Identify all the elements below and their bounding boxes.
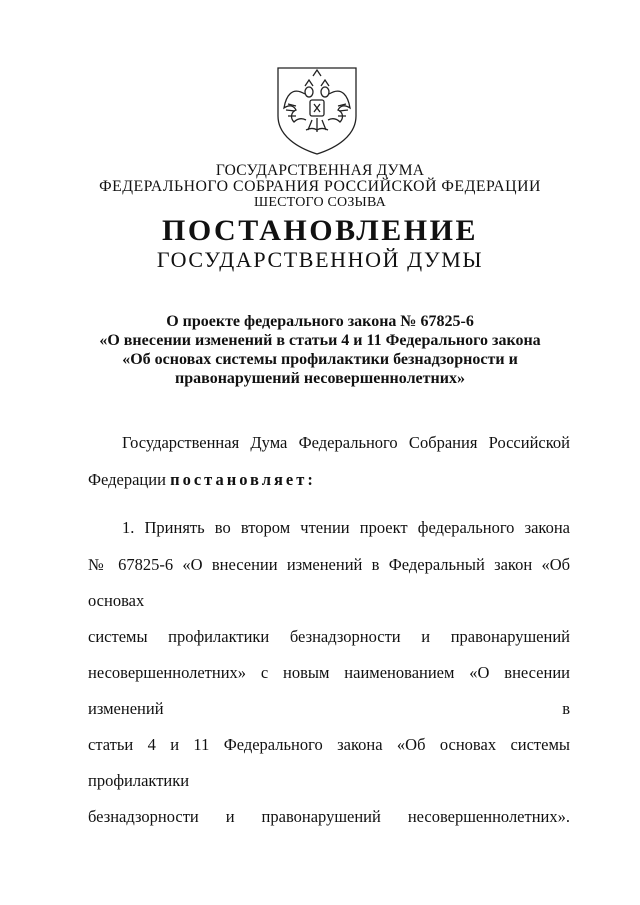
convocation-line: ШЕСТОГО СОЗЫВА: [254, 195, 386, 210]
duma-name-line: ГОСУДАРСТВЕННАЯ ДУМА: [215, 162, 425, 179]
decree-word: постановляет:: [170, 470, 316, 489]
subject-line: правонарушений несовершеннолетних»: [175, 370, 465, 387]
federal-assembly-line: ФЕДЕРАЛЬНОГО СОБРАНИЯ РОССИЙСКОЙ ФЕДЕРАЦИИ: [99, 178, 541, 195]
preamble-line: Государственная Дума Федерального Собрания Российской: [122, 433, 570, 452]
preamble-text: Федерации: [88, 470, 171, 489]
page-title: ПОСТАНОВЛЕНИЕ: [162, 214, 478, 247]
subject-line: «О внесении изменений в статьи 4 и 11 Федерального закона: [99, 332, 541, 349]
preamble-line: [88, 462, 570, 498]
item-1-line: системы профилактики безнадзорности и правонарушений: [88, 627, 570, 646]
page-subtitle: ГОСУДАРСТВЕННОЙ ДУМЫ: [156, 247, 484, 272]
subject-line: О проекте федерального закона № 67825-6: [166, 313, 474, 330]
item-1-line: № 67825-6 «О внесении изменений в Федеральный закон «Об основах: [88, 555, 570, 610]
item-1-text: [88, 547, 570, 835]
item-1-line: статьи 4 и 11 Федерального закона «Об основах системы профилактики: [88, 735, 570, 790]
item-1-line: 1. Принять во втором чтении проект федерального закона: [122, 518, 570, 537]
item-1-line: безнадзорности и правонарушений несовершеннолетних».: [88, 807, 570, 826]
subject-line: «Об основах системы профилактики безнадзорности и: [122, 351, 518, 368]
subject-block: [60, 312, 580, 388]
state-emblem-icon: [274, 64, 360, 156]
item-1-line: несовершеннолетних» с новым наименованием «О внесении изменений в: [88, 663, 570, 718]
